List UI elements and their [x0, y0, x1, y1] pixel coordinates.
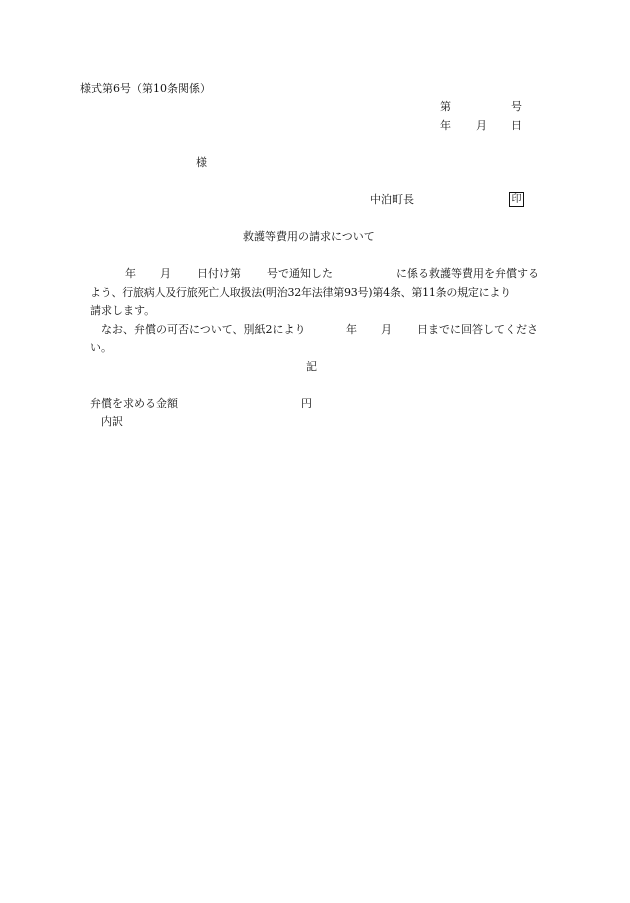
body-line-2: よう、行旅病人及行旅死亡人取扱法(明治32年法律第93号)第4条、第11条の規定により — [90, 286, 511, 299]
body-p1-mid: 日付け第 — [197, 267, 241, 280]
ki-heading: 記 — [306, 360, 317, 373]
date-month: 月 — [476, 119, 487, 132]
date-year: 年 — [440, 119, 451, 132]
body-line-3: 請求します。 — [90, 304, 156, 317]
form-number: 様式第6号（第10条関係） — [80, 82, 211, 95]
sender: 中泊町長 — [370, 193, 414, 206]
doc-number-suffix: 号 — [511, 100, 522, 113]
body-p1-year: 年 — [125, 267, 136, 280]
amount-unit: 円 — [301, 397, 312, 410]
body-p2-year: 年 — [346, 323, 357, 336]
body-p1-notice: 号で通知した — [267, 267, 333, 280]
body-p1-month: 月 — [160, 267, 171, 280]
breakdown-label: 内訳 — [101, 415, 123, 428]
body-p2-start: なお、弁償の可否について、別紙2により — [101, 323, 306, 336]
body-line-5: い。 — [90, 341, 112, 354]
doc-number-prefix: 第 — [440, 100, 451, 113]
date-day: 日 — [511, 119, 522, 132]
seal-mark: 印 — [509, 192, 524, 207]
body-p1-end: に係る救護等費用を弁償する — [396, 267, 539, 280]
amount-label: 弁償を求める金額 — [90, 397, 178, 410]
subject: 救護等費用の請求について — [243, 230, 375, 243]
body-p2-end: 日までに回答してくださ — [417, 323, 538, 336]
body-p2-month: 月 — [381, 323, 392, 336]
addressee-suffix: 様 — [196, 156, 207, 169]
